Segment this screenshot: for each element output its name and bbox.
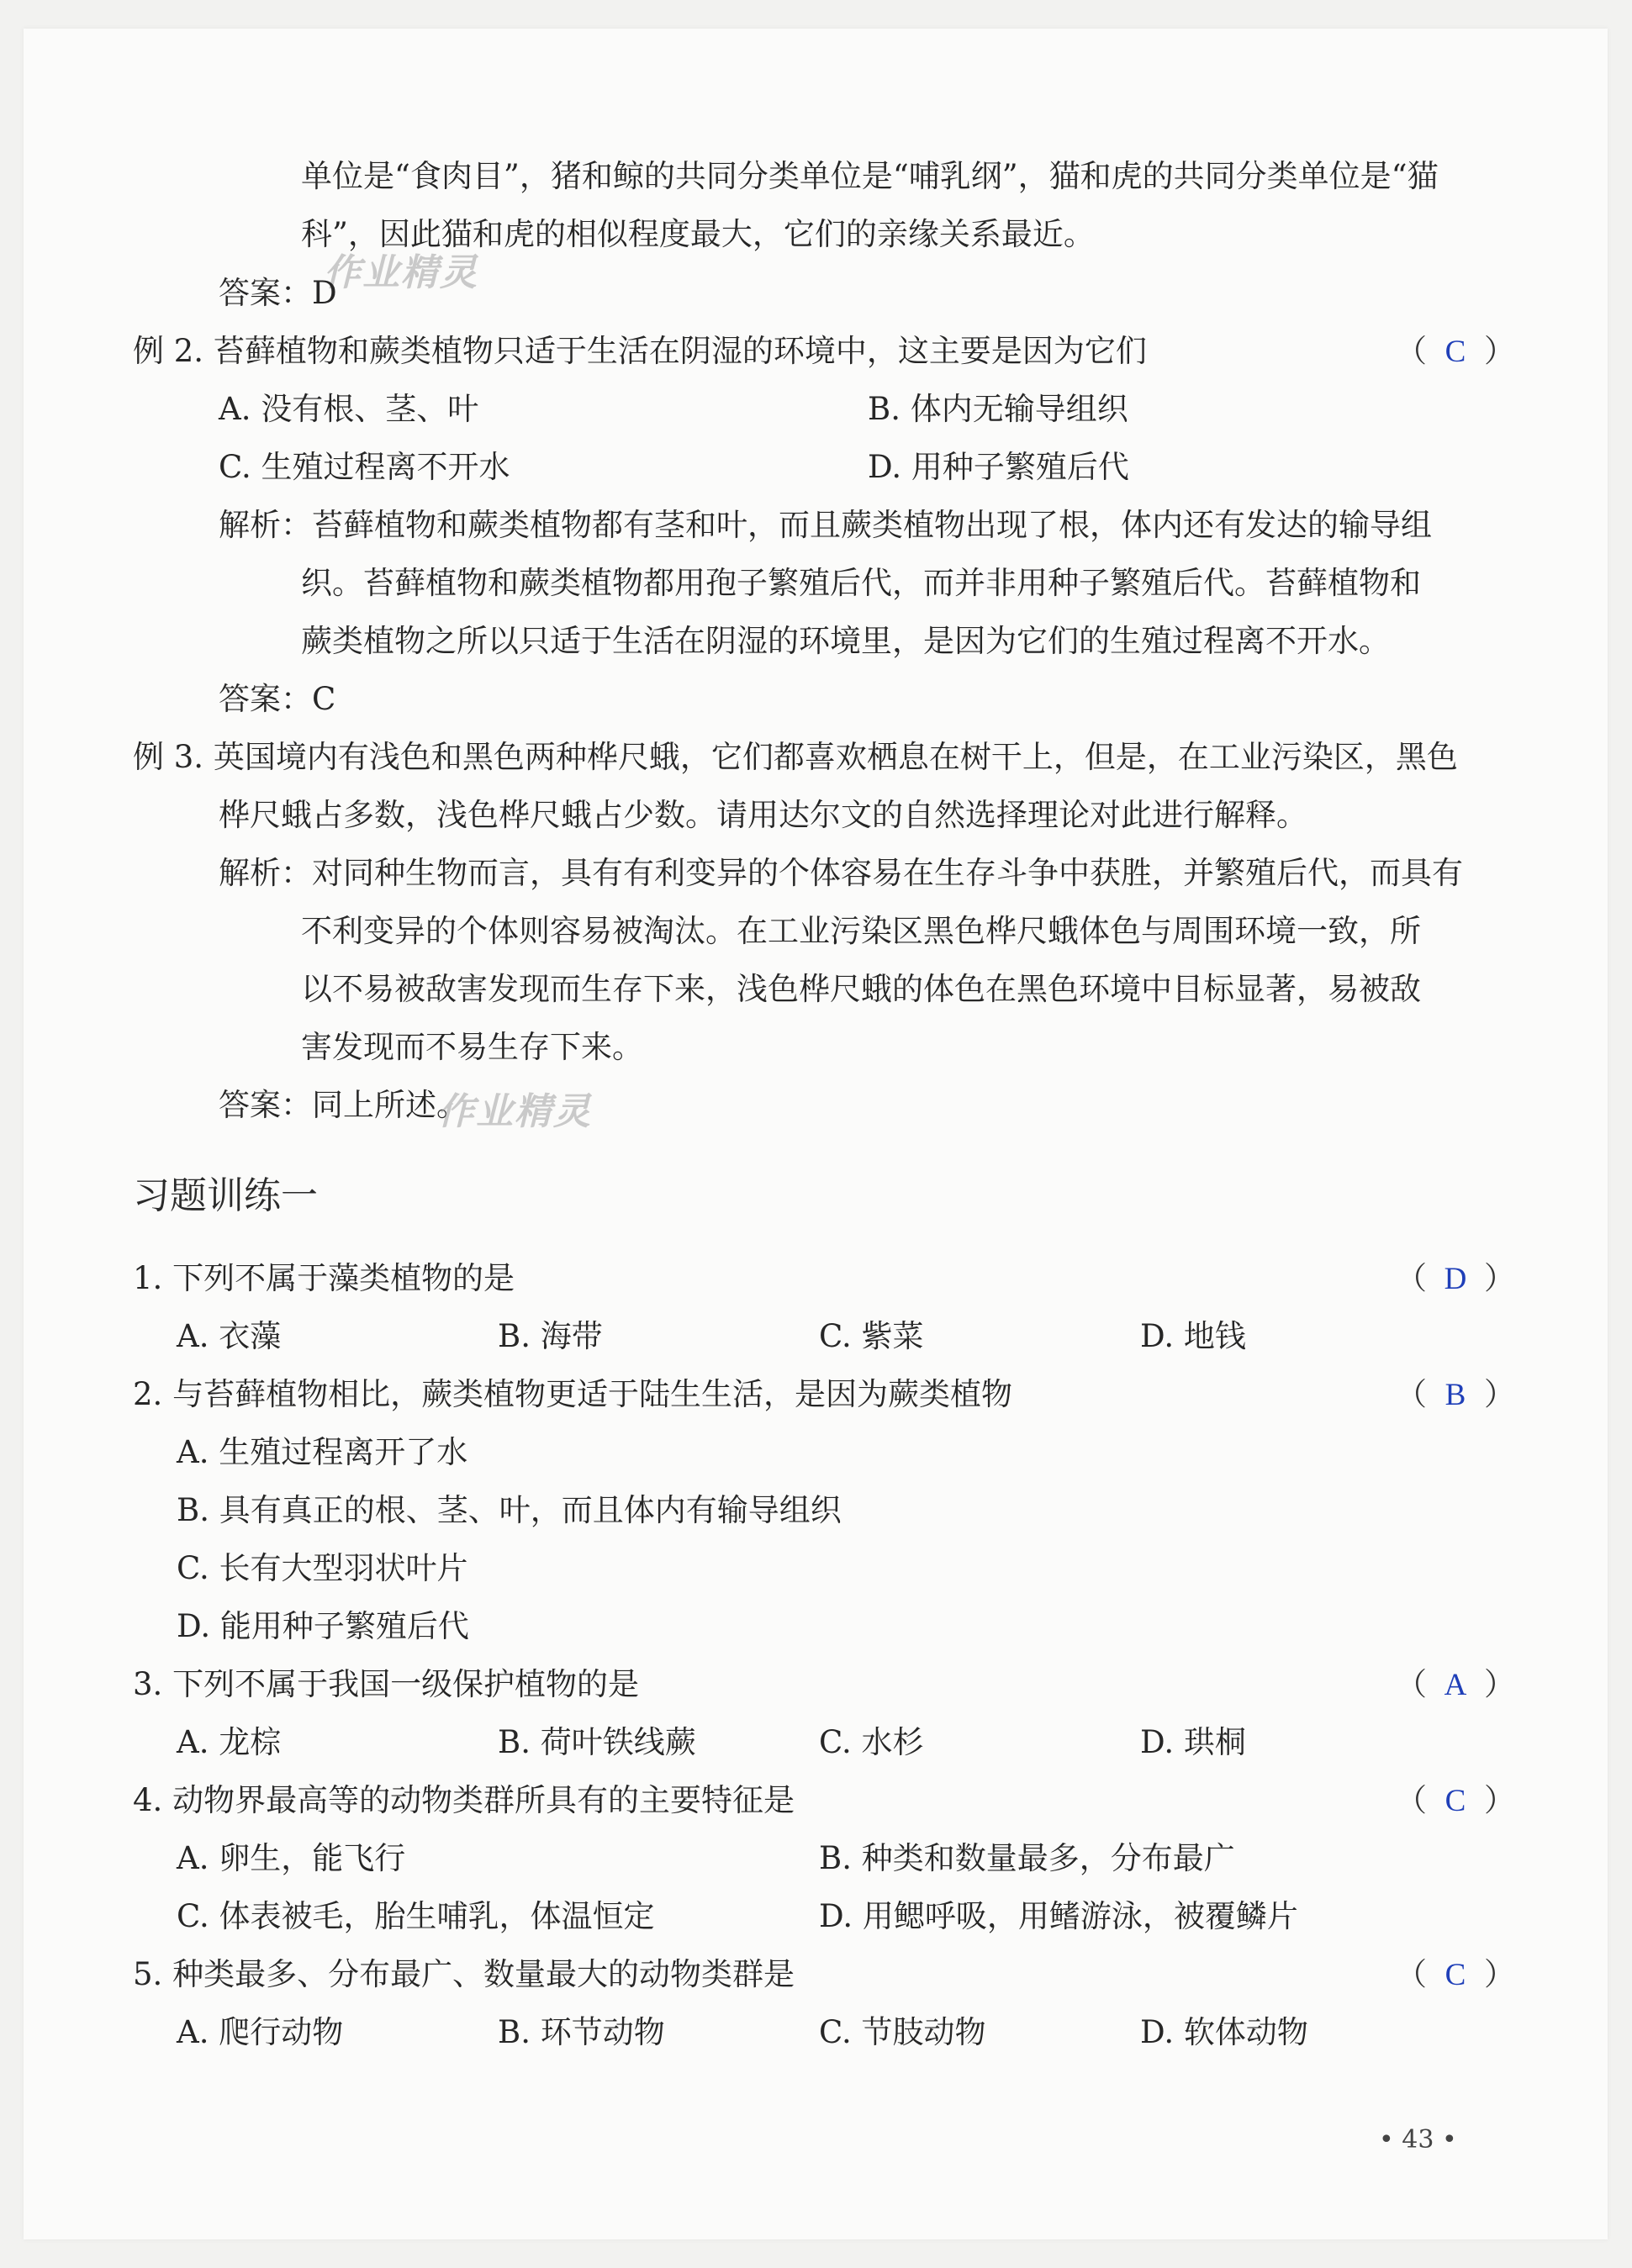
question-5-option-b: B. 环节动物 [498,2014,665,2050]
page-number: • 43 • [1379,2125,1457,2155]
question-5-answer-bracket: （ C ） [1396,1954,1515,1996]
question-5-option-a: A. 爬行动物 [177,2014,344,2050]
example2-question: 例 2. 苔藓植物和蕨类植物只适于生活在阴湿的环境中，这主要是因为它们 [133,333,1147,369]
question-3-option-a: A. 龙棕 [177,1724,282,1760]
question-5-answer-letter: C [1445,1958,1466,1992]
example3-analysis-4: 害发现而不易生存下来。 [301,1029,643,1065]
question-4-answer-letter: C [1445,1784,1466,1818]
carryover-answer: 答案：D [219,275,337,311]
question-5-option-d: D. 软体动物 [1140,2014,1308,2050]
question-2-stem: 2. 与苔藓植物相比，蕨类植物更适于陆生生活，是因为蕨类植物 [133,1376,1013,1412]
example2-option-d: D. 用种子繁殖后代 [868,449,1129,485]
question-3-answer-bracket: （ A ） [1396,1664,1515,1706]
question-1-option-b: B. 海带 [498,1318,603,1354]
example2-answer-bracket: （ C ） [1396,331,1515,372]
watermark-logo: 作业精灵 [324,251,478,294]
carryover-line-1: 单位是“食肉目”，猪和鲸的共同分类单位是“哺乳纲”，猫和虎的共同分类单位是“猫 [301,158,1439,194]
question-4-stem: 4. 动物界最高等的动物类群所具有的主要特征是 [133,1782,795,1818]
example3-answer: 答案：同上所述。 [219,1087,467,1123]
example2-analysis-3: 蕨类植物之所以只适于生活在阴湿的环境里，是因为它们的生殖过程离不开水。 [301,623,1390,659]
question-4-option-a: A. 卵生，能飞行 [177,1840,406,1876]
question-4-option-c: C. 体表被毛，胎生哺乳，体温恒定 [177,1898,655,1934]
example3-question-1: 例 3. 英国境内有浅色和黑色两种桦尺蛾，它们都喜欢栖息在树干上，但是，在工业污染区，黑色 [133,739,1458,775]
question-2-option-b: B. 具有真正的根、茎、叶，而且体内有输导组织 [177,1492,842,1528]
question-1-option-a: A. 衣藻 [177,1318,282,1354]
example3-analysis-2: 不利变异的个体则容易被淘汰。在工业污染区黑色桦尺蛾体色与周围环境一致，所 [301,913,1421,949]
question-3-option-b: B. 荷叶铁线蕨 [498,1724,696,1760]
question-1-option-d: D. 地钱 [1140,1318,1246,1354]
example2-analysis-2: 织。苔藓植物和蕨类植物都用孢子繁殖后代，而并非用种子繁殖后代。苔藓植物和 [301,565,1421,601]
example2-analysis-1: 解析：苔藓植物和蕨类植物都有茎和叶，而且蕨类植物出现了根，体内还有发达的输导组 [219,507,1432,543]
question-5-stem: 5. 种类最多、分布最广、数量最大的动物类群是 [133,1956,795,1992]
example2-answer: 答案：C [219,681,336,717]
example2-option-a: A. 没有根、茎、叶 [219,391,479,427]
example3-question-2: 桦尺蛾占多数，浅色桦尺蛾占少数。请用达尔文的自然选择理论对此进行解释。 [219,797,1307,833]
example2-answer-letter: C [1445,335,1466,369]
question-2-option-a: A. 生殖过程离开了水 [177,1434,468,1470]
carryover-line-2: 科”，因此猫和虎的相似程度最大，它们的亲缘关系最近。 [301,216,1095,252]
question-3-answer-letter: A [1444,1668,1467,1702]
question-2-option-c: C. 长有大型羽状叶片 [177,1550,468,1586]
watermark-logo: 作业精灵 [437,1090,592,1133]
question-3-stem: 3. 下列不属于我国一级保护植物的是 [133,1666,640,1702]
question-1-answer-bracket: （ D ） [1396,1258,1515,1300]
section-title: 习题训练一 [133,1174,318,1217]
question-1-answer-letter: D [1444,1262,1467,1296]
question-3-option-c: C. 水杉 [819,1724,924,1760]
question-1-stem: 1. 下列不属于藻类植物的是 [133,1260,515,1296]
example2-option-c: C. 生殖过程离不开水 [219,449,510,485]
question-5-option-c: C. 节肢动物 [819,2014,986,2050]
question-4-option-d: D. 用鳃呼吸，用鳍游泳，被覆鳞片 [819,1898,1298,1934]
question-4-option-b: B. 种类和数量最多，分布最广 [819,1840,1235,1876]
question-2-answer-bracket: （ B ） [1396,1374,1515,1416]
example3-analysis-3: 以不易被敌害发现而生存下来，浅色桦尺蛾的体色在黑色环境中目标显著，易被敌 [301,971,1421,1007]
question-2-option-d: D. 能用种子繁殖后代 [177,1608,469,1644]
example3-analysis-1: 解析：对同种生物而言，具有有利变异的个体容易在生存斗争中获胜，并繁殖后代，而具有 [219,855,1463,891]
question-4-answer-bracket: （ C ） [1396,1780,1515,1822]
question-3-option-d: D. 珙桐 [1140,1724,1246,1760]
question-2-answer-letter: B [1445,1378,1466,1412]
question-1-option-c: C. 紫菜 [819,1318,924,1354]
example2-option-b: B. 体内无输导组织 [868,391,1128,427]
